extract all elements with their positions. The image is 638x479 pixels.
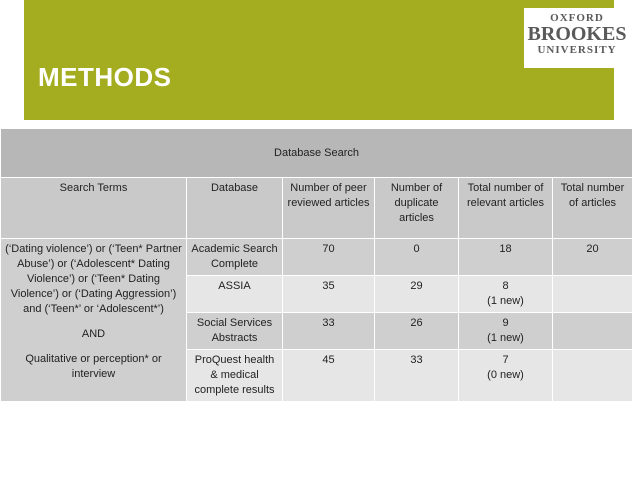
col-header-peer-reviewed: Number of peer reviewed articles [283,178,375,239]
logo-line-3: UNIVERSITY [537,44,617,56]
duplicates-cell: 0 [375,239,459,276]
duplicates-cell: 29 [375,276,459,313]
col-header-total: Total number of articles [553,178,633,239]
relevant-value: 18 [499,243,512,255]
relevant-note: (1 new) [487,332,524,344]
database-cell: ProQuest health & medical complete results [187,350,283,402]
relevant-cell [459,350,553,402]
total-cell [553,276,633,313]
total-cell [553,350,633,402]
relevant-note: (0 new) [487,369,524,381]
logo-line-2: BROOKES [527,23,627,45]
search-terms-cell [1,239,187,402]
peer-reviewed-cell: 70 [283,239,375,276]
col-header-search-terms: Search Terms [1,178,187,239]
relevant-cell [459,276,553,313]
duplicates-cell: 26 [375,313,459,350]
table-row [1,239,633,276]
logo-line-1: OXFORD [550,12,604,24]
total-cell [553,313,633,350]
relevant-value: 7 [502,354,509,366]
relevant-cell [459,239,553,276]
relevant-value: 8 [502,280,509,292]
search-terms-part-2: Qualitative or perception* or interview [25,353,162,380]
relevant-note: (1 new) [487,295,524,307]
database-cell: ASSIA [187,276,283,313]
total-cell: 20 [553,239,633,276]
duplicates-cell: 33 [375,350,459,402]
col-header-relevant: Total number of relevant articles [459,178,553,239]
relevant-cell [459,313,553,350]
oxford-brookes-logo [524,8,630,68]
peer-reviewed-cell: 45 [283,350,375,402]
database-cell: Academic Search Complete [187,239,283,276]
slide-title: METHODS [38,62,172,92]
search-terms-connector: AND [81,328,106,340]
relevant-value: 9 [502,317,509,329]
table-caption-row [1,129,633,178]
peer-reviewed-cell: 35 [283,276,375,313]
col-header-duplicates: Number of duplicate articles [375,178,459,239]
database-search-table [0,128,633,402]
table-caption: Database Search [1,129,633,178]
table-header-row [1,178,633,239]
search-terms-part-1: (‘Dating violence’) or (‘Teen* Partner Abuse’) or (‘Adolescent* Dating Violence’) or (‘Teen* Dating Violence’) or (‘Dating Aggression’) and (‘Teen*’ or ‘Adolescent*’) [5,243,182,315]
col-header-database: Database [187,178,283,239]
peer-reviewed-cell: 33 [283,313,375,350]
database-cell: Social Services Abstracts [187,313,283,350]
